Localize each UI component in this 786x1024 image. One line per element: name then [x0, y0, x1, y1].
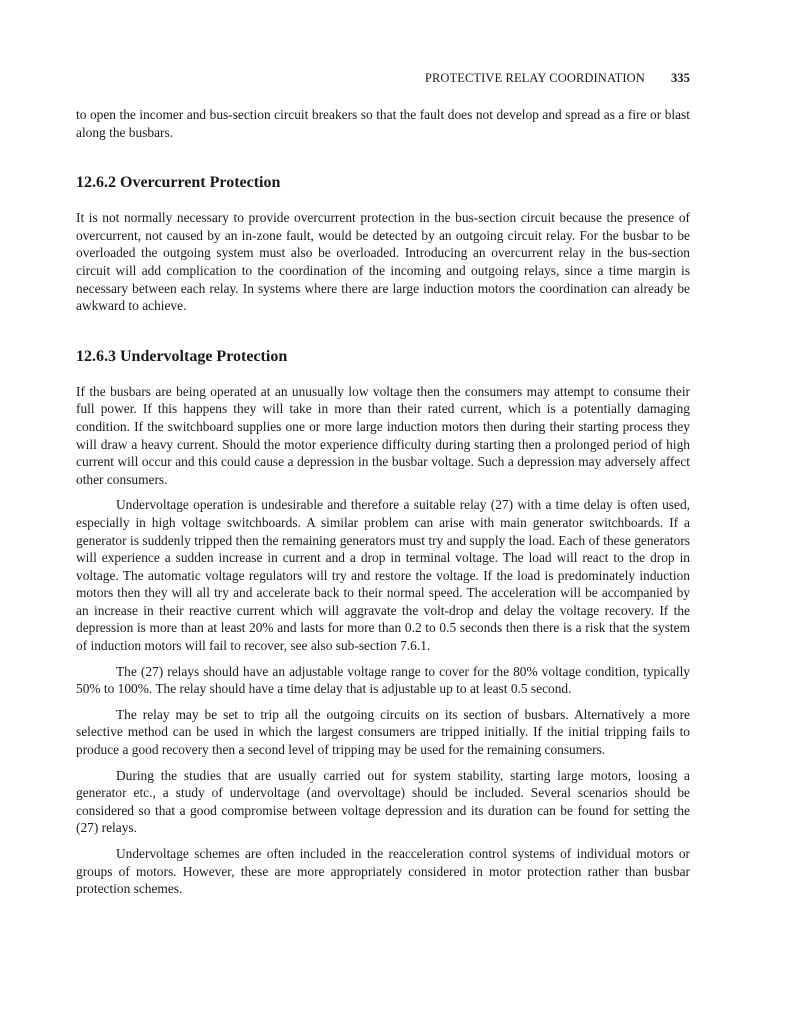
undervoltage-paragraph-3: The (27) relays should have an adjustable voltage range to cover for the 80% voltage condition, typically 50% to 100%. The relay should have a time delay that is adjustable up to at least 0.5 second. — [76, 663, 690, 697]
undervoltage-paragraph-4: The relay may be set to trip all the outgoing circuits on its section of busbars. Alternatively a more selective method can be used in which the largest consumers are tripped initially. If the initial tripping fails to produce a good recovery then a second level of tripping may be used for the remaining consumers. — [76, 706, 690, 758]
running-header — [76, 71, 690, 86]
undervoltage-paragraph-5: During the studies that are usually carried out for system stability, starting large motors, loosing a generator etc., a study of undervoltage (and overvoltage) should be included. Several scenarios should be considered so that a good compromise between voltage depression and its duration can be found for setting the (27) relays. — [76, 767, 690, 836]
section-heading-overcurrent-protection: 12.6.2 Overcurrent Protection — [76, 174, 281, 192]
intro-paragraph: to open the incomer and bus-section circuit breakers so that the fault does not develop and spread as a fire or blast along the busbars. — [76, 107, 690, 140]
undervoltage-paragraph-6: Undervoltage schemes are often included in the reacceleration control systems of individual motors or groups of motors. However, these are more appropriately considered in motor protection rather than busbar protection schemes. — [76, 846, 690, 897]
body-text — [76, 106, 690, 898]
section-heading-undervoltage-protection: 12.6.3 Undervoltage Protection — [76, 347, 288, 365]
running-title: PROTECTIVE RELAY COORDINATION — [424, 71, 645, 85]
overcurrent-paragraph-1: It is not normally necessary to provide overcurrent protection in the bus-section circuit because the presence of overcurrent, not caused by an in-zone fault, would be detected by an outgoing circuit relay. For the busbar to be overloaded the outgoing system must also be overloaded. Introducing an overcurrent relay in the bus-section circuit will add complication to the coordination of the incoming and outgoing relays, since a time margin is necessary between each relay. In systems where there are large induction motors the coordination can already be awkward to achieve. — [76, 210, 690, 314]
page-number: 335 — [670, 71, 690, 85]
undervoltage-paragraph-2: Undervoltage operation is undesirable and therefore a suitable relay (27) with a time delay is often used, especially in high voltage switchboards. A similar problem can arise with main generator switchboards. If a generator is suddenly tripped then the remaining generators must try and supply the load. Each of these generators will experience a sudden increase in current and a drop in terminal voltage. The load will react to the drop in voltage. The automatic voltage regulators will try and restore the voltage. If the load is predominately induction motors then they will all try and accelerate back to their normal speed. The acceleration will be accompanied by an increase in their reactive current which will aggravate the volt-drop and delay the voltage recovery. If the depression is more than at least 20% and lasts for more than 0.2 to 0.5 seconds then there is a risk that the system of induction motors will fail to recover, see also sub-section 7.6.1. — [76, 497, 690, 654]
undervoltage-paragraph-1: If the busbars are being operated at an unusually low voltage then the consumers may attempt to consume their full power. If this happens they will take in more than their rated current, which is a potentially damaging condition. If the switchboard supplies one or more large induction motors then during their starting process they will draw a heavy current. Should the motor experience difficulty during starting then a prolonged period of high current will occur and this could cause a depression in the busbar voltage. Such a depression may adversely affect other consumers. — [76, 383, 690, 487]
